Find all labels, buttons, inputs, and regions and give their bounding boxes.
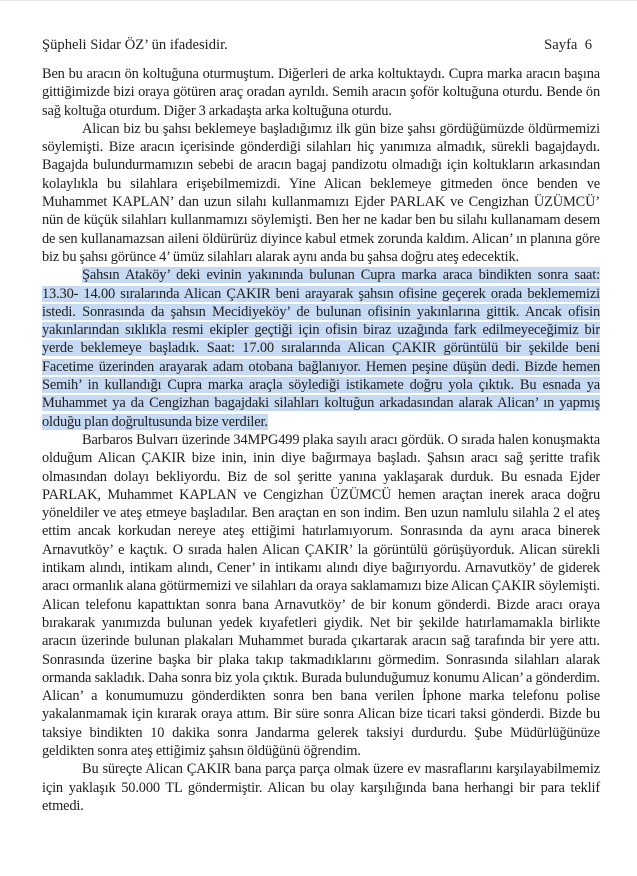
paragraph-2[interactable] [42, 120, 600, 266]
page-top-edge [0, 0, 637, 1]
highlighted-selection[interactable]: Şahsın Ataköy’ deki evinin yakınında bulunan Cupra marka araca bindikten sonra saat: 13.30- 14.00 sıralarında Alican ÇAKIR beni arayarak şahsın ofisine geçerek orada beklememizi istedi. Sonrasında da şahsın Mecidiyeköy’ de bulunan ofisinin yakınlarına gittik. Ancak ofisin yakınlarından sıklıkla resmi ekipler geçtiği için ofisin biraz uzağında fark edilmeyeceğimiz bir yerde beklemeye başladık. Saat: 17.00 sıralarında Alican ÇAKIR görüntülü bir şekilde beni Facetime üzerinden arayarak adam otobana bağlanıyor. Hemen peşine düşün dedi. Bizde hemen Semih’ in kullandığı Cupra marka araçla söylediği istikamete doğru yola çıktık. Bu esnada ya Muhammet ya da Cengizhan bagajdaki silahları koltuğun arkadasından alarak Alican’ ın yapmış olduğu plan doğrultusunda bize verdiler. [42, 267, 600, 430]
paragraph-4[interactable] [42, 431, 600, 760]
paragraph-1[interactable] [42, 65, 600, 120]
paragraph-text: Barbaros Bulvarı üzerinde 34MPG499 plaka sayılı aracı gördük. O sırada halen konuşmakta olduğum Alican ÇAKIR bize inin, inin diye bağırmaya başladı. Şahsın aracı sağ şeritte trafik olmasından dolayı bekliyordu. Biz de sol şeritte yanına yaklaşarak durduk. Bu esnada Ejder PARLAK, Muhammet KAPLAN ve Cengizhan ÜZÜMCÜ hemen araçtan inerek araca doğru yöneldiler ve ateş etmeye başladılar. Ben araçtan en son indim. Ben uzun namlulu silahla 2 el ateş ettim ancak korkudan nereye ateş ettiğimi hatırlamıyorum. Sonrasında da aynı araca binerek Arnavutköy’ e kaçtık. O sırada halen Alican ÇAKIR’ la görüntülü görüşüyorduk. Alican sürekli intikam alındı, intikam alındı, Cener’ in intikamı alındı diye bağırıyordu. Arnavutköy’ de giderek aracı ormanlık alana götürmemizi ve silahları da oraya saklamamızı bize Alican ÇAKIR söylemişti. Alican telefonu kapattıktan sonra bana Arnavutköy’ de bir konum gönderdi. Bizde aracı oraya bırakarak yanımızda bulunan yedek kıyafetleri giydik. Net bir şekilde hatırlamamakla birlikte aracın üzerinde bulunan plakaları Muhammet burada çıkartarak aracın sağ tarafında bir yere attı. Sonrasında üzerine başka bir plaka takıp takmadıklarını görmedim. Sonrasında silahları alarak ormanda sakladık. Daha sonra biz yola çıktık. Burada bulunduğumuz konumu Alican’ a gönderdim. Alican’ a konumumuzu gönderdikten sonra ben bana verilen İphone marka telefonu polise yakalanmamak için kırarak oraya attım. Bir süre sonra Alican bize ticari taksi gönderdi. Bizde bu taksiye bindikten 10 dakika sonra Jandarma gelerek taksiyi durdurdu. Şube Müdürlüğünüze geldikten sonra ateş ettiğimiz şahsın öldüğünü öğrendim. [42, 431, 600, 759]
page-header [42, 35, 600, 55]
paragraph-text: Alican biz bu şahsı beklemeye başladığımız ilk gün bize şahsı gördüğümüzde öldürmemizi söylemişti. Bize aracın içerisinde gönderdiği silahları hiç yanımıza almadık, sürekli bagajdaydı. Bagajda bulundurmamızın sebebi de aracın bagaj pandizotu olmadığı için koltukların arkasından kolaylıkla bu silahlara erişebilmemizdi. Yine Alican beklemeye gitmeden önce benden ve Muhammet KAPLAN’ dan uzun silahı kullanmamızı Ejder PARLAK ve Cengizhan ÜZÜMCÜ’ nün de küçük silahları kullanmamızı söylemişti. Ben her ne kadar ben bu silahı kullanamam desem de sen kullanamazsan aileni öldürürüz diyince kabul etmek zorunda kaldım. Alican’ ın planına göre biz bu şahsı görünce 4’ ümüz silahları alarak aynı anda bu şahsa doğru ateş edecektik. [42, 120, 600, 265]
paragraph-text: Bu süreçte Alican ÇAKIR bana parça parça olmak üzere ev masraflarını karşılayabilmemiz için yaklaşık 50.000 TL göndermiştir. Alican bu olay karşılığında bana herhangi bir para teklif etmedi. [42, 761, 600, 814]
paragraph-5[interactable] [42, 760, 600, 815]
paragraph-3-highlighted[interactable] [42, 266, 600, 431]
page-label: Sayfa [544, 37, 578, 53]
page-number: 6 [584, 37, 592, 53]
page-indicator [544, 35, 592, 55]
document-body[interactable] [42, 65, 600, 815]
paragraph-text: Ben bu aracın ön koltuğuna oturmuştum. Diğerleri de arka koltuktaydı. Cupra marka aracın başına gittiğimizde bizi oraya götüren araç oradan ayrıldı. Semih aracın şoför koltuğuna oturdu. Bende ön sağ koltuğa oturdum. Diğer 3 arkadaşta arka koltuğuna oturdu. [42, 66, 600, 119]
header-title: Şüpheli Sidar ÖZ’ ün ifadesidir. [42, 37, 228, 53]
